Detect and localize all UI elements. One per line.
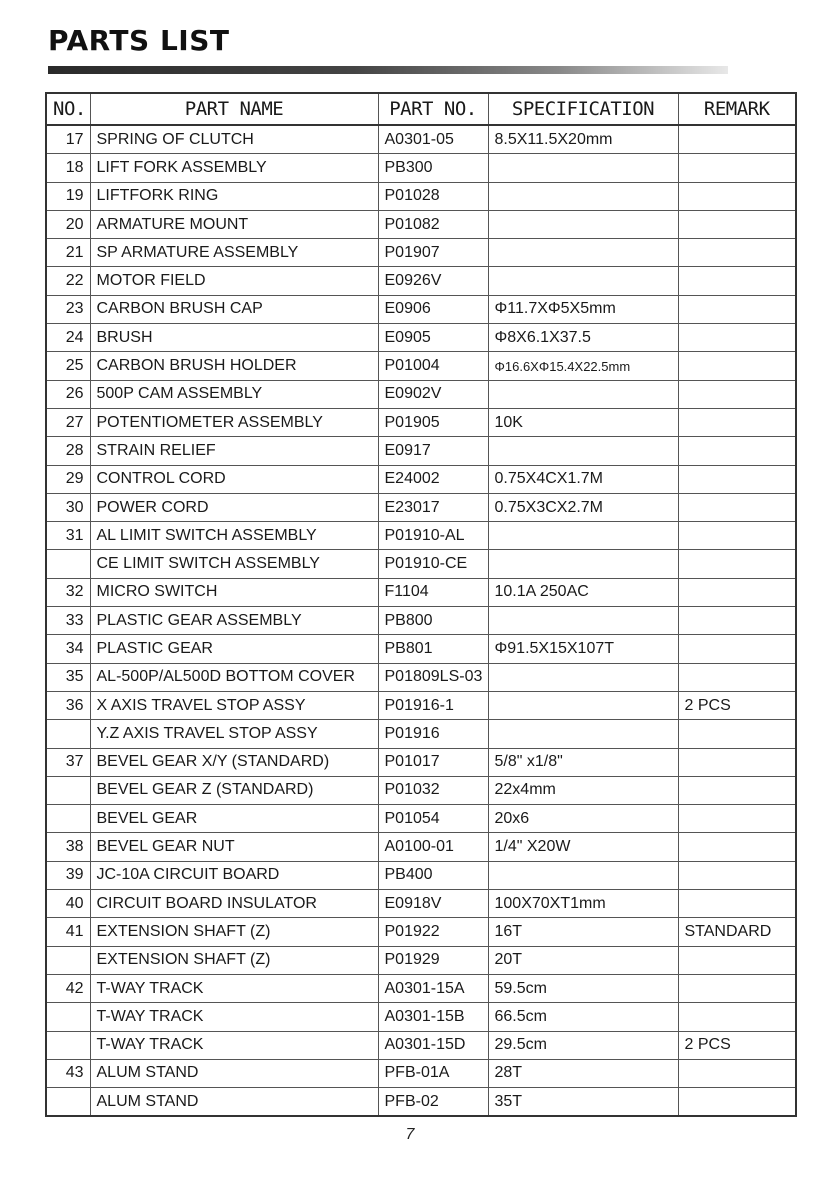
row-remark [678, 210, 796, 238]
row-specification: 0.75X4CX1.7M [488, 465, 678, 493]
row-remark: 2 PCS [678, 1031, 796, 1059]
row-part-no: A0100-01 [378, 833, 488, 861]
row-no: 30 [46, 493, 90, 521]
row-specification [488, 154, 678, 182]
row-part-name: LIFT FORK ASSEMBLY [90, 154, 378, 182]
row-part-name: MICRO SWITCH [90, 578, 378, 606]
row-part-no: PB400 [378, 861, 488, 889]
row-specification: 35T [488, 1088, 678, 1117]
row-part-no: P01054 [378, 805, 488, 833]
row-specification: Φ11.7XΦ5X5mm [488, 295, 678, 323]
row-no: 36 [46, 691, 90, 719]
table-row [46, 437, 796, 465]
table-row [46, 1059, 796, 1087]
row-specification [488, 691, 678, 719]
row-no [46, 776, 90, 804]
header-part-no: PART NO. [378, 93, 488, 125]
row-remark [678, 578, 796, 606]
row-no: 21 [46, 239, 90, 267]
row-part-name: SPRING OF CLUTCH [90, 125, 378, 154]
row-part-no: PFB-02 [378, 1088, 488, 1117]
header-no: NO. [46, 93, 90, 125]
row-part-name: MOTOR FIELD [90, 267, 378, 295]
row-part-name: SP ARMATURE ASSEMBLY [90, 239, 378, 267]
table-row [46, 522, 796, 550]
table-row [46, 918, 796, 946]
row-part-name: CARBON BRUSH CAP [90, 295, 378, 323]
table-row [46, 295, 796, 323]
row-part-no: A0301-15A [378, 974, 488, 1002]
row-remark [678, 465, 796, 493]
row-specification: 100X70XT1mm [488, 890, 678, 918]
row-remark [678, 493, 796, 521]
header-part-name: PART NAME [90, 93, 378, 125]
row-no: 22 [46, 267, 90, 295]
row-no: 42 [46, 974, 90, 1002]
row-remark [678, 295, 796, 323]
row-specification: 10.1A 250AC [488, 578, 678, 606]
title-rule [48, 66, 728, 74]
row-remark [678, 861, 796, 889]
row-part-name: AL LIMIT SWITCH ASSEMBLY [90, 522, 378, 550]
row-part-no: P01907 [378, 239, 488, 267]
row-no: 40 [46, 890, 90, 918]
table-row [46, 974, 796, 1002]
row-part-no: E0905 [378, 324, 488, 352]
row-specification: 20x6 [488, 805, 678, 833]
row-remark [678, 607, 796, 635]
table-row [46, 946, 796, 974]
row-specification [488, 182, 678, 210]
table-row [46, 833, 796, 861]
row-remark [678, 352, 796, 380]
table-row [46, 607, 796, 635]
table-row [46, 239, 796, 267]
row-part-name: PLASTIC GEAR [90, 635, 378, 663]
row-remark [678, 522, 796, 550]
table-row [46, 748, 796, 776]
table-row [46, 267, 796, 295]
row-remark [678, 324, 796, 352]
row-specification [488, 522, 678, 550]
row-remark [678, 125, 796, 154]
row-no: 17 [46, 125, 90, 154]
row-part-no: PB801 [378, 635, 488, 663]
row-no: 32 [46, 578, 90, 606]
row-specification [488, 607, 678, 635]
row-no [46, 805, 90, 833]
row-part-no: P01910-CE [378, 550, 488, 578]
row-no: 29 [46, 465, 90, 493]
row-part-no: PFB-01A [378, 1059, 488, 1087]
row-remark [678, 408, 796, 436]
row-specification: 28T [488, 1059, 678, 1087]
row-remark: 2 PCS [678, 691, 796, 719]
row-remark [678, 635, 796, 663]
row-specification: 8.5X11.5X20mm [488, 125, 678, 154]
row-no: 38 [46, 833, 90, 861]
row-part-name: JC-10A CIRCUIT BOARD [90, 861, 378, 889]
row-no: 41 [46, 918, 90, 946]
row-part-name: POTENTIOMETER ASSEMBLY [90, 408, 378, 436]
row-remark [678, 748, 796, 776]
row-no: 25 [46, 352, 90, 380]
row-part-name: BEVEL GEAR Z (STANDARD) [90, 776, 378, 804]
row-specification [488, 720, 678, 748]
row-part-no: PB800 [378, 607, 488, 635]
row-specification [488, 663, 678, 691]
row-remark [678, 154, 796, 182]
row-remark [678, 550, 796, 578]
row-part-no: P01809LS-03 [378, 663, 488, 691]
row-part-no: F1104 [378, 578, 488, 606]
row-specification [488, 550, 678, 578]
row-no [46, 720, 90, 748]
row-no: 18 [46, 154, 90, 182]
row-no: 33 [46, 607, 90, 635]
row-remark [678, 974, 796, 1002]
row-part-name: CONTROL CORD [90, 465, 378, 493]
table-row [46, 550, 796, 578]
row-specification: 66.5cm [488, 1003, 678, 1031]
row-part-name: EXTENSION SHAFT (Z) [90, 918, 378, 946]
row-part-no: P01922 [378, 918, 488, 946]
parts-table [45, 92, 797, 1117]
row-specification: Φ16.6XΦ15.4X22.5mm [488, 352, 678, 380]
row-remark [678, 239, 796, 267]
row-part-no: E0906 [378, 295, 488, 323]
row-remark [678, 182, 796, 210]
row-part-no: E0918V [378, 890, 488, 918]
row-part-no: P01028 [378, 182, 488, 210]
row-part-name: BEVEL GEAR NUT [90, 833, 378, 861]
row-part-name: AL-500P/AL500D BOTTOM COVER [90, 663, 378, 691]
row-part-name: X AXIS TRAVEL STOP ASSY [90, 691, 378, 719]
row-specification [488, 437, 678, 465]
row-no: 20 [46, 210, 90, 238]
row-part-no: P01929 [378, 946, 488, 974]
row-specification [488, 380, 678, 408]
row-part-no: E0902V [378, 380, 488, 408]
row-part-name: T-WAY TRACK [90, 1031, 378, 1059]
row-specification: 1/4" X20W [488, 833, 678, 861]
table-row [46, 1088, 796, 1117]
row-remark [678, 1003, 796, 1031]
row-part-no: P01916 [378, 720, 488, 748]
row-part-name: BEVEL GEAR [90, 805, 378, 833]
row-no [46, 946, 90, 974]
table-row [46, 890, 796, 918]
row-no: 35 [46, 663, 90, 691]
row-no [46, 1003, 90, 1031]
row-part-name: ALUM STAND [90, 1088, 378, 1117]
row-specification: 22x4mm [488, 776, 678, 804]
table-row [46, 493, 796, 521]
row-part-name: STRAIN RELIEF [90, 437, 378, 465]
row-part-no: A0301-15B [378, 1003, 488, 1031]
row-no: 43 [46, 1059, 90, 1087]
row-no [46, 1031, 90, 1059]
row-remark [678, 1059, 796, 1087]
row-no: 19 [46, 182, 90, 210]
row-part-no: P01004 [378, 352, 488, 380]
row-specification [488, 210, 678, 238]
row-no [46, 550, 90, 578]
table-row [46, 663, 796, 691]
row-part-no: E24002 [378, 465, 488, 493]
header-remark: REMARK [678, 93, 796, 125]
row-part-name: LIFTFORK RING [90, 182, 378, 210]
page-title: PARTS LIST [48, 24, 230, 57]
table-row [46, 380, 796, 408]
row-specification: Φ91.5X15X107T [488, 635, 678, 663]
row-remark [678, 805, 796, 833]
row-no: 23 [46, 295, 90, 323]
row-specification: 20T [488, 946, 678, 974]
row-part-no: E0926V [378, 267, 488, 295]
row-part-no: E0917 [378, 437, 488, 465]
row-part-name: BEVEL GEAR X/Y (STANDARD) [90, 748, 378, 776]
table-row [46, 465, 796, 493]
table-row [46, 408, 796, 436]
row-remark [678, 437, 796, 465]
table-row [46, 324, 796, 352]
row-part-name: PLASTIC GEAR ASSEMBLY [90, 607, 378, 635]
row-specification: 5/8" x1/8" [488, 748, 678, 776]
row-specification: 10K [488, 408, 678, 436]
row-no: 28 [46, 437, 90, 465]
row-no [46, 1088, 90, 1117]
row-specification: 0.75X3CX2.7M [488, 493, 678, 521]
header-specification: SPECIFICATION [488, 93, 678, 125]
row-part-name: CARBON BRUSH HOLDER [90, 352, 378, 380]
row-no: 39 [46, 861, 90, 889]
row-no: 34 [46, 635, 90, 663]
row-part-no: P01032 [378, 776, 488, 804]
row-part-no: E23017 [378, 493, 488, 521]
row-part-no: P01082 [378, 210, 488, 238]
table-row [46, 691, 796, 719]
table-row [46, 182, 796, 210]
row-remark [678, 380, 796, 408]
row-part-no: P01017 [378, 748, 488, 776]
table-row [46, 720, 796, 748]
row-part-name: BRUSH [90, 324, 378, 352]
row-part-name: POWER CORD [90, 493, 378, 521]
row-remark [678, 776, 796, 804]
table-row [46, 210, 796, 238]
row-part-no: P01916-1 [378, 691, 488, 719]
row-part-name: EXTENSION SHAFT (Z) [90, 946, 378, 974]
row-specification: 16T [488, 918, 678, 946]
row-part-no: P01910-AL [378, 522, 488, 550]
row-remark [678, 833, 796, 861]
row-part-no: A0301-05 [378, 125, 488, 154]
table-row [46, 635, 796, 663]
row-part-no: P01905 [378, 408, 488, 436]
header-row [46, 93, 796, 125]
row-specification [488, 267, 678, 295]
row-remark [678, 720, 796, 748]
row-part-name: ARMATURE MOUNT [90, 210, 378, 238]
row-part-no: A0301-15D [378, 1031, 488, 1059]
table-row [46, 154, 796, 182]
row-part-name: Y.Z AXIS TRAVEL STOP ASSY [90, 720, 378, 748]
row-remark [678, 890, 796, 918]
row-remark [678, 946, 796, 974]
row-part-name: T-WAY TRACK [90, 974, 378, 1002]
row-no: 26 [46, 380, 90, 408]
row-part-name: CIRCUIT BOARD INSULATOR [90, 890, 378, 918]
row-remark: STANDARD [678, 918, 796, 946]
row-no: 37 [46, 748, 90, 776]
parts-table-body [46, 125, 796, 1116]
row-specification [488, 861, 678, 889]
row-no: 24 [46, 324, 90, 352]
row-part-name: ALUM STAND [90, 1059, 378, 1087]
table-row [46, 125, 796, 154]
table-row [46, 352, 796, 380]
row-no: 27 [46, 408, 90, 436]
row-part-name: 500P CAM ASSEMBLY [90, 380, 378, 408]
row-specification [488, 239, 678, 267]
row-specification: 59.5cm [488, 974, 678, 1002]
table-row [46, 578, 796, 606]
table-row [46, 1031, 796, 1059]
row-specification: 29.5cm [488, 1031, 678, 1059]
page-number: 7 [405, 1126, 415, 1143]
row-no: 31 [46, 522, 90, 550]
row-remark [678, 1088, 796, 1117]
table-row [46, 1003, 796, 1031]
table-row [46, 805, 796, 833]
table-row [46, 861, 796, 889]
row-part-name: T-WAY TRACK [90, 1003, 378, 1031]
table-row [46, 776, 796, 804]
row-specification: Φ8X6.1X37.5 [488, 324, 678, 352]
row-remark [678, 267, 796, 295]
row-part-name: CE LIMIT SWITCH ASSEMBLY [90, 550, 378, 578]
row-remark [678, 663, 796, 691]
row-part-no: PB300 [378, 154, 488, 182]
